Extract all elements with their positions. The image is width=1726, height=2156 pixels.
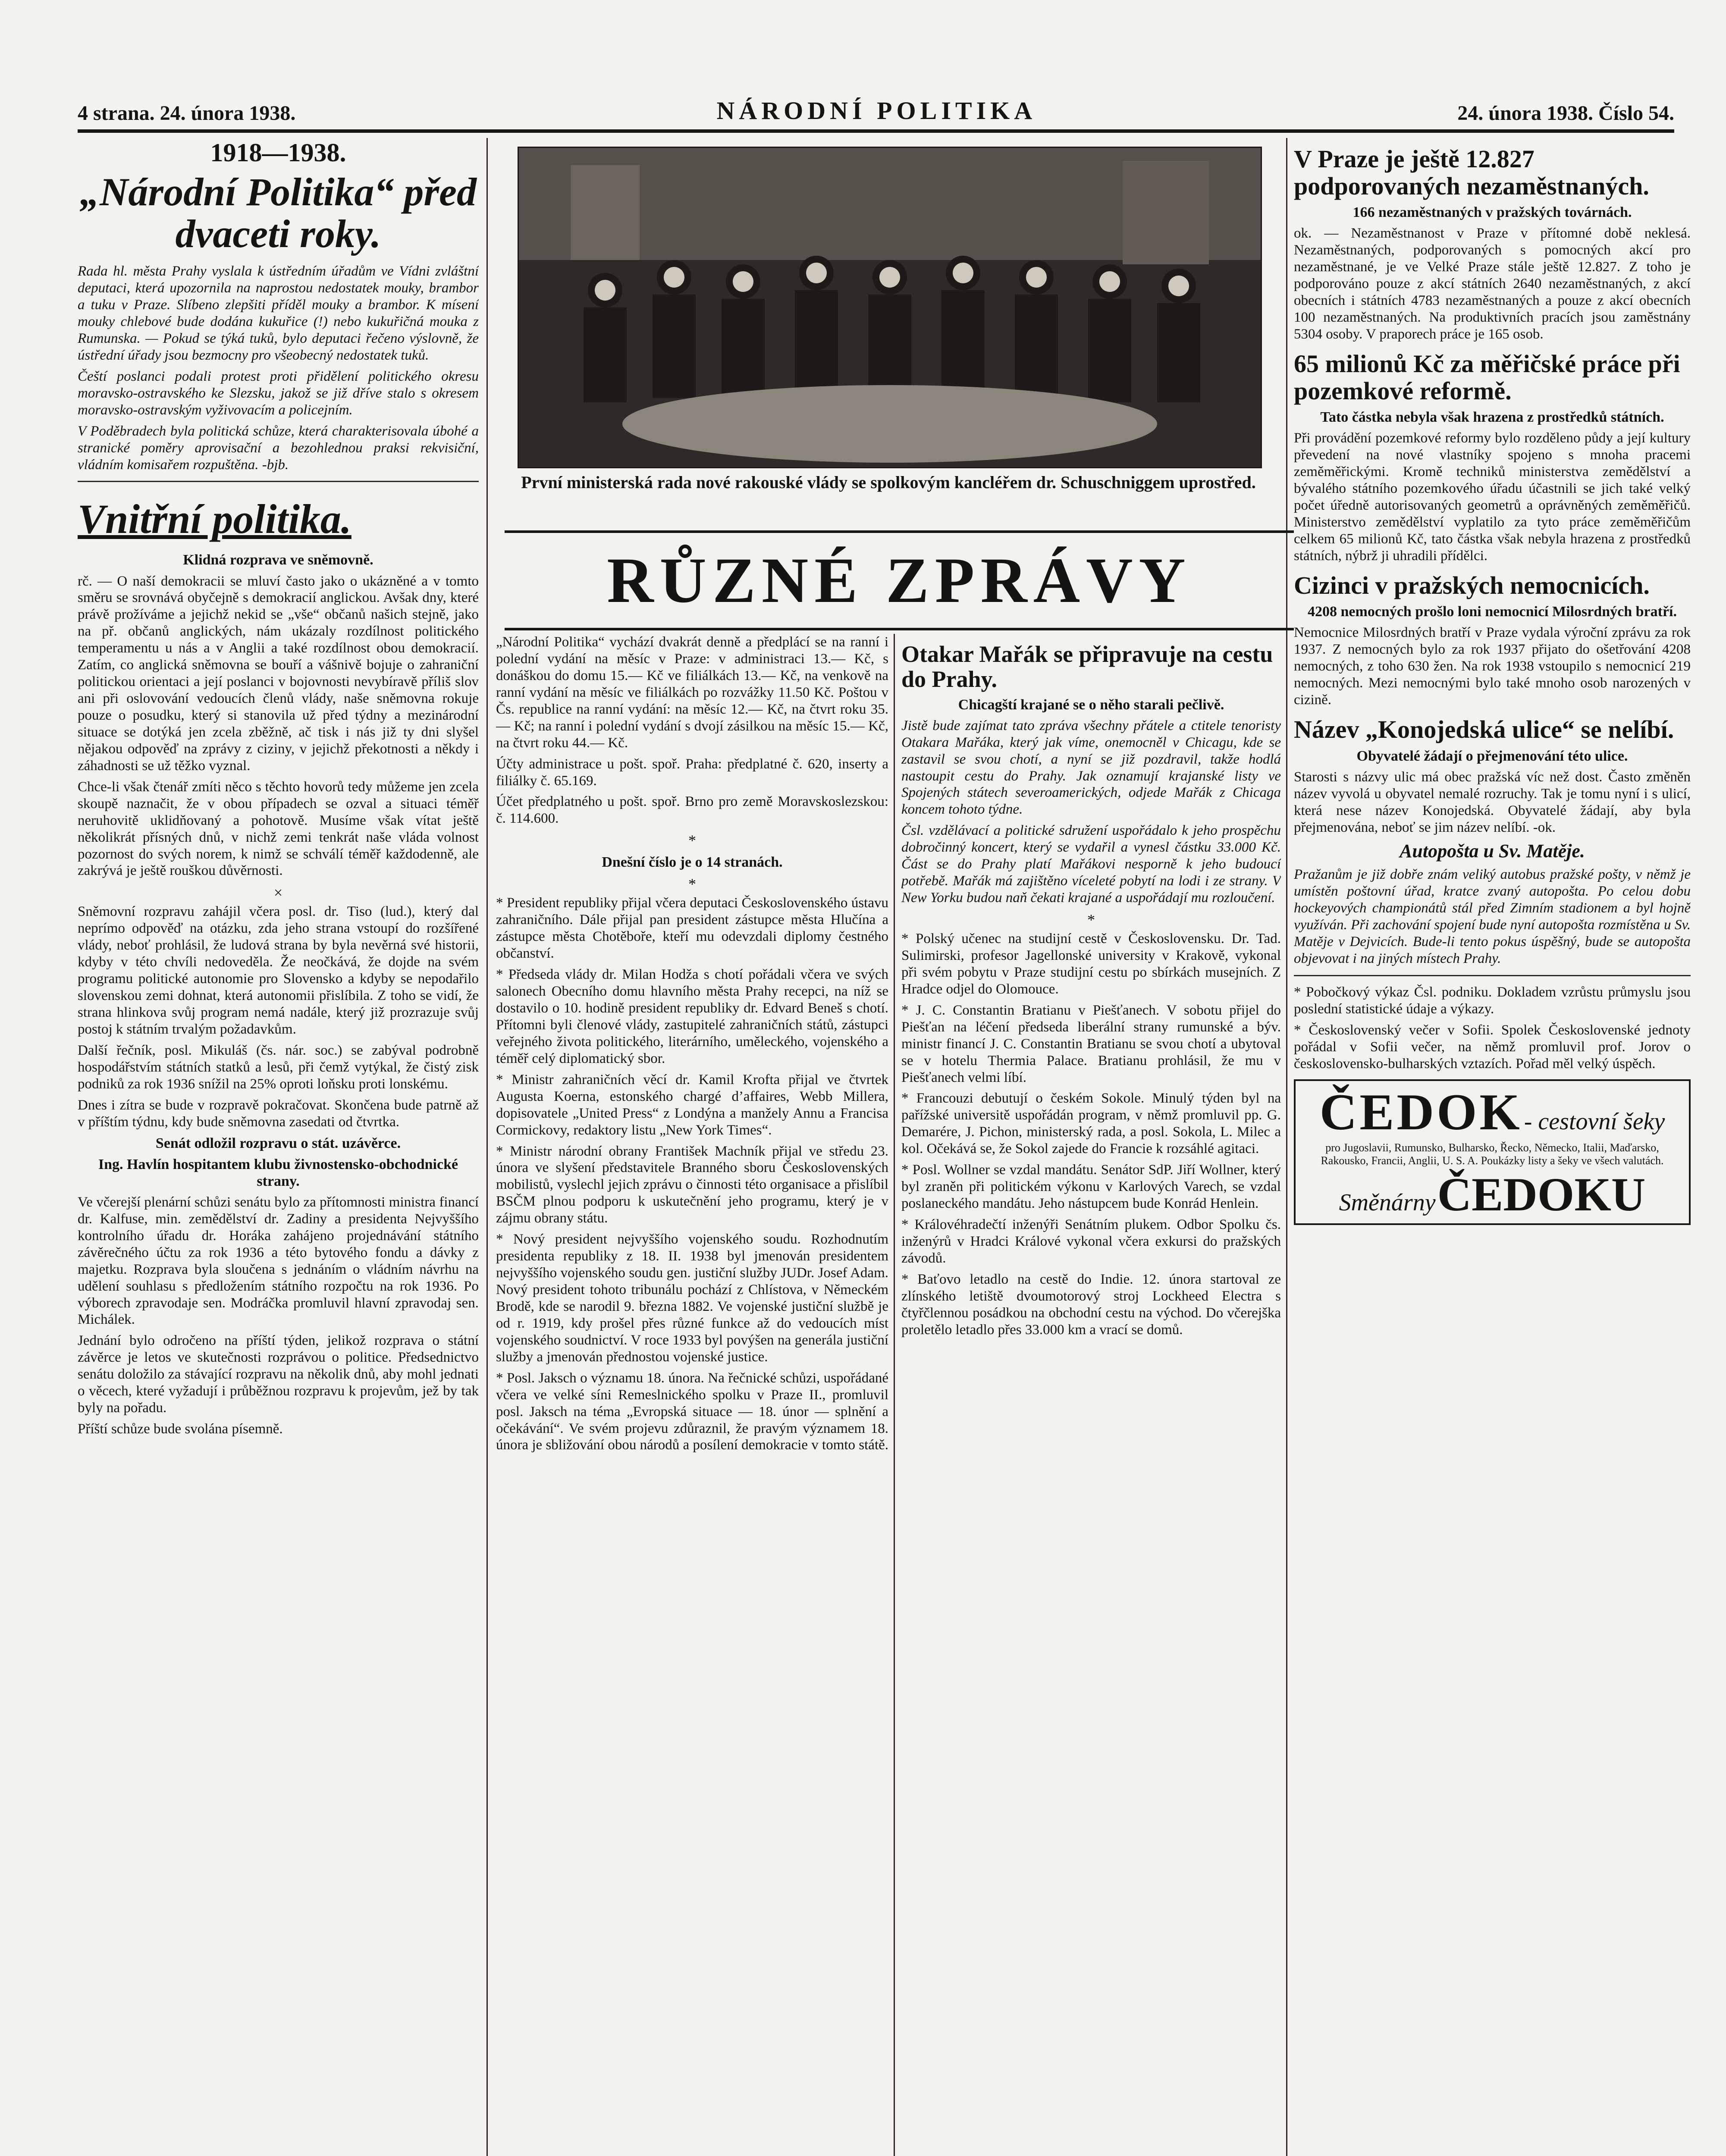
article-subheading: Senát odložil rozpravu o stát. uzávěrce. — [155, 1135, 401, 1151]
column-rule — [486, 138, 488, 2156]
news-item: * Ministr zahraničních věcí dr. Kamil Krofta přijal ve čtvrtek Augusta Koerna, estonského chargé d’affaires, Webb Millera, dopisovatele „United Press“ z Londýna a manžely Annu a Francisa Cormickovy, redaktory listu „New York Times“. — [496, 1072, 888, 1138]
article-paragraph: Další řečník, posl. Mikuláš (čs. nár. soc.) se zabýval podrobně hospodářstvím státních statků a lesů, při čemž vytýkal, že čistý zisk podniků za rok 1936 snížil na 25% oproti loňsku proti lonskému. — [78, 1042, 479, 1092]
column-rule — [1286, 138, 1287, 2156]
photo-image — [519, 148, 1261, 467]
article-heading: Autopošta u Sv. Matěje. — [1400, 840, 1585, 862]
column-4 — [1294, 138, 1691, 2156]
article-subheading: Ing. Havlín hospitantem klubu živnostensko-obchodnické strany. — [98, 1156, 458, 1189]
article-paragraph: Sněmovní rozpravu zahájil včera posl. dr. Tiso (lud.), který dal neprímo odpověď na otázku, zda jeho strana vstoupí do rozšířené vlády, neboť prohlásil, že ludová strana by byla nevěrná své historii, kdyby v této chvíli nedoveděla. Že neočkává, že dojde na svém programu politické autonomie pro Slovensko a kdyby se nepodařilo slovenskou zemi dohnat, která autonomii přislíbila. Z toho se vidí, že strana hlinkova svůj program nemá nadále, který již prozrazuje svůj postoj k státním trvalým požadavkům. — [78, 904, 479, 1037]
news-item: * Polský učenec na studijní cestě v Československu. Dr. Tad. Sulimirski, profesor Jagellonské university v Krakově, vykonal při svém pobytu v Praze studijní cestu po sbírkách musejních. Z Hradce odjel do Olomouce. — [901, 931, 1281, 997]
article-heading: 65 milionů Kč za měřičské práce při pozemkové reformě. — [1294, 349, 1680, 405]
news-item: * Francouzi debutují o českém Sokole. Minulý týden byl na pařížské universitě uspořádán program, v němž promluvil pp. G. Demarére, J. Pichon, ministerský rada, a posl. Sokola, L. Milec a kol. Očekává se, že Sokol zajede do Francie k rozsáhlé agitaci. — [901, 1091, 1281, 1157]
news-item: * Posl. Jaksch o významu 18. února. Na řečnické schůzi, uspořádané včera ve velké síni Remeslnického spolku v Praze II., promluvil posl. Jaksch na téma „Evropská situace — 18. únor — splnění a očekávání“. Ve svém projevu zdůraznil, že pravým významem 18. února je sbližování obou národů a posílení demokracie v tomto státě. — [496, 1370, 888, 1453]
ad-subtitle: - cestovní šeky — [1524, 1108, 1665, 1135]
article-paragraph: Pražanům je již dobře znám veliký autobus pražské pošty, v němž je umístěn poštovní úřad, kratce zvaný autopošta. Po celou dobu hockeyových championátů stál před Zimním stadionem a byl hojně využíván. Při zachování spojení bude nyní autopošta rozmístěna u Sv. Matěje v Dejvicích. Bude-li tento pokus úspěšný, bude se autopošta objevovat i na jiných místech Prahy. — [1294, 867, 1691, 966]
cedok-advertisement — [1294, 1079, 1691, 1225]
article-paragraph: rč. — O naší demokracii se mluví často jako o ukázněné a v tomto směru se srovnává obyčejně s demokracií anglickou. Avšak dny, které právě prožíváme a jejichž nekid se „vše“ občanů našich stejně, jako na př. občanů anglických, nám ukázaly rozdílnost politického temperamentu u nás a v Anglii a také rozdílnost obou demokracií. Zatím, co anglická sněmovna se bouří a vášnivě bojuje o zahraniční politickou orientaci a její poslanci v bojovnosti nevybíravě příliš slov ani při oslovování vedoucích členů vlády, naše sněmovna rokuje pouze o posudku, který si stanovila už před týdny a mezinárodní situace se dotýká jen zcela zběžně, ač tisk i nás již ty dni slyšel nějakou odpověď na zprávy z ciziny, v jejichž překotnosti a někdy i záhadnosti se už těžko vyznal. — [78, 573, 479, 774]
masthead-right: 24. února 1938. Číslo 54. — [1457, 102, 1674, 125]
masthead — [78, 91, 1674, 133]
news-item: * Nový president nejvyššího vojenského soudu. Rozhodnutím presidenta republiky z 18. II. 1938 byl jmenován presidentem nejvyššího vojenského soudu gen. justiční služby JUDr. Josef Adam. Nový president tohoto tribunálu pochází z Chlístova, v Německém Brodě, kde se narodil 9. března 1882. Ve vojenské justiční službě je od r. 1919, kdy prošel přes různé funkce až do vedoucích míst vojenského soudnictví. V roce 1933 byl povýšen na generála justiční služby a jmenován přednostou vojenské justice. — [496, 1232, 888, 1365]
news-item: * Baťovo letadlo na cestě do Indie. 12. února startoval ze zlínského letiště dvoumotorový stroj Lockheed Electra s čtyřčlennou posádkou na obchodní cestu na východ. Do včerejška proletělo letadlo přes 33.000 km a vrací se domů. — [901, 1271, 1281, 1338]
article-subheading: Klidná rozprava ve sněmovně. — [183, 552, 373, 568]
article-paragraph: Při provádění pozemkové reformy bylo rozděleno půdy a její kultury převedení na nové vlastníky spojeno s mnoha pracemi zeměměřickými. Kromě techniků ministerstva zemědělství a bývalého státního pozemkového úřadu účastnili se jich také velký počet úředně autorisovaných geometrů a oprávněných zeměměřičů. Ministerstvo zemědělství vyplatilo za tyto práce zeměměřičům celkem 65 milionů Kč, tato částka však nebyla hrazena z prostředků státních, nýbrž ji uhradili přídělci. — [1294, 430, 1691, 564]
article-subheading: 166 nezaměstnaných v pražských továrnách. — [1353, 204, 1632, 221]
article-heading: Otakar Mařák se připravuje na cestu do Prahy. — [901, 641, 1273, 693]
account-info: Účet předplatného u pošt. spoř. Brno pro země Moravskoslezskou: č. 114.600. — [496, 794, 888, 827]
column-3 — [901, 634, 1281, 2156]
news-item: * President republiky přijal včera deputaci Československého ústavu zahraničního. Dále přijal pan president zástupce města Hlučína a zástupce města Chotěboře, kteří mu odevzdali diplomy čestného občanství. — [496, 895, 888, 962]
masthead-left: 4 strana. 24. února 1938. — [78, 102, 296, 125]
news-item: * Posl. Wollner se vzdal mandátu. Senátor SdP. Jiří Wollner, který byl zraněn při politickém výkonu v Karlových Varech, se vzdal poslaneckého mandátu. Jeho nástupcem bude Konrád Henlein. — [901, 1162, 1281, 1212]
column-rule — [894, 634, 895, 2156]
article-paragraph: Příští schůze bude svolána písemně. — [78, 1421, 283, 1437]
column-2 — [496, 634, 888, 2156]
ad-brand: ČEDOK — [1319, 1083, 1522, 1141]
article-paragraph: Jednání bylo odročeno na příští týden, jelikož rozprava o státní závěrce je letos ve skutečnosti rozprávou o politice. Předsednictvo senátu doložilo za stávající rozpravu na několik dnů, aby mohl jednati o věcech, které vyžadují i průběžnou rozpravu k projevům, jež by tak byly na pořadu. — [78, 1333, 479, 1416]
section-banner: RŮZNÉ ZPRÁVY — [505, 530, 1294, 630]
article-subheading: Obyvatelé žádají o přejmenování této ulice. — [1356, 748, 1628, 764]
article-paragraph: Čsl. vzdělávací a politické sdružení uspořádalo k jeho prospěchu dobročinný koncert, který se vydařil a vynesl částku 33.000 Kč. Část se do Prahy platí Mařákovi nesporně k jeho budoucí potřebě. Mařák má zajištěno víceleté pobytí na lodi i ze strany. V New Yorku budou naň čekati krajané a uspořádají mu rozloučení. — [901, 823, 1281, 906]
ad-bottom-pre: Směnárny — [1339, 1189, 1436, 1216]
article-paragraph: Dnes i zítra se bude v rozpravě pokračovat. Skončena bude patrně až v příštím týdnu, kdy bude sněmovna zasedati od čtvrtka. — [78, 1097, 479, 1130]
article-paragraph: Starosti s názvy ulic má obec pražská víc než dost. Často změněn název vyvolá u obyvatel nemalé rozruchy. Tak je tomu nyní i s ulicí, která nese název Konojedská. Obyvatelé žádají, aby byla přejmenována, neboť se jim název nelíbí. -ok. — [1294, 769, 1691, 835]
separator: * — [688, 875, 696, 893]
subscription-info: „Národní Politika“ vychází dvakrát denně a předplácí se na ranní i polední vydání na měsíc v Praze: v administraci 13.— Kč, s donáškou do domu 15.— Kč ve filiálkách 13.— Kč, na venkově na ranní vydání na měsíc ve filiálkách po rozvážky 11.50 Kč. Poštou v Čs. republice na ranní vydání: na měsíc 12.— Kč, na čtvrt roku 35.— Kč; na ranní i polední vydání s dvojí zásilkou na měsíc 15.— Kč, na čtvrt roku 44.— Kč. — [496, 634, 888, 751]
masthead-title: NÁRODNÍ POLITIKA — [716, 97, 1037, 125]
article-subheading: 4208 nemocných prošlo loni nemocnicí Milosrdných bratří. — [1308, 604, 1677, 620]
ad-text: pro Jugoslavii, Rumunsko, Bulharsko, Řecko, Německo, Italii, Maďarsko, Rakousko, Francii, Anglii, U. S. A. Poukázky listy a šeky ve všech valutách. — [1321, 1141, 1664, 1167]
news-item: * Pobočkový výkaz Čsl. podniku. Dokladem vzrůstu průmyslu jsou poslední statistické údaje a výkazy. — [1294, 984, 1691, 1017]
separator: × — [273, 884, 283, 902]
article-heading: V Praze je ještě 12.827 podporovaných nezaměstnaných. — [1294, 145, 1649, 200]
cabinet-photo — [518, 147, 1262, 468]
news-item: * Československý večer v Sofii. Spolek Československé jednoty pořádal v Sofii večer, na němž promluvil prof. Jorov o československo-bulharských vztazích. Pořad měl velký úspěch. — [1294, 1022, 1691, 1072]
article-heading: Cizinci v pražských nemocnicích. — [1294, 571, 1650, 599]
years-heading: 1918—1938. — [210, 138, 346, 167]
article-subheading: Tato částka nebyla však hrazena z prostředků státních. — [1320, 409, 1664, 426]
article-subheading: Chicagští krajané se o něho starali pečlivě. — [958, 696, 1224, 713]
article-heading: Název „Konojedská ulice“ se nelíbí. — [1294, 715, 1674, 744]
section-heading: Vnitřní politika. — [78, 496, 351, 542]
news-item: * Ministr národní obrany František Machník přijal ve středu 23. února ve slyšení představitele Branného sboru Československých mobilistů, vyslechl jejich zprávu o činnosti této organisace a přislíbil BSČM plnou podporu k uskutečnění jeho programu, který je v zájmu obrany státu. — [496, 1143, 888, 1226]
ad-bottom: ČEDOKU — [1437, 1168, 1646, 1221]
issue-pages: Dnešní číslo je o 14 stranách. — [602, 854, 783, 871]
article-paragraph: Čeští poslanci podali protest proti přidělení politického okresu moravsko-ostravského ke Slezsku, jakož se již dříve stalo s okresem moravsko-ostravským vyživovacím a policejním. — [78, 368, 479, 418]
separator: * — [688, 832, 696, 849]
article-paragraph: Nemocnice Milosrdných bratří v Praze vydala výroční zprávu za rok 1937. Z nemocných bylo za rok 1937 přijato do ošetřování 4208 nemocných, z toho 630 žen. Na rok 1938 vstoupilo s nemocnicí 219 nemocných. Mezi nemocnými bylo také mnoho osob narozených v cizině. — [1294, 625, 1691, 708]
column-1 — [78, 138, 479, 2156]
article-paragraph: Jistě bude zajímat tato zpráva všechny přátele a ctitele tenoristy Otakara Mařáka, který jak víme, onemocněl v Chicagu, kde se zastavil se svou chotí, a nyní se již pozdravil, takže hodlá nastoupit cestu do Prahy. Jak oznamují krajanské listy ve Spojených státech severoamerických, odjede Mařák z Chicaga koncem tohoto týdne. — [901, 718, 1281, 818]
news-item: * Předseda vlády dr. Milan Hodža s chotí pořádali včera ve svých salonech Obecního domu hlavního města Prahy recepci, na níž se dostavilo o 10. hodině president republiky dr. Edvard Beneš s chotí. Přítomni byli členové vlády, zastupitelé zahraničních států, zástupci veřejného života politického, literárního, uměleckého, vojenského a téměř celý diplomatický sbor. — [496, 967, 888, 1066]
article-paragraph: V Poděbradech byla politická schůze, která charakterisovala úbohé a stranické poměry aprovisační a bezohlednou praksi rekvisiční, vládním komisařem rozpuštěna. -bjb. — [78, 423, 479, 473]
divider — [1294, 975, 1691, 976]
account-info: Účty administrace u pošt. spoř. Praha: předplatné č. 620, inserty a filiálky č. 65.169. — [496, 756, 888, 789]
anniversary-heading: „Národní Politika“ před dvaceti roky. — [79, 170, 477, 256]
article-paragraph: ok. — Nezaměstnanost v Praze v přítomné době neklesá. Nezaměstnaných, podporovaných s pomocných akcí pro nezaměstnané, je ve Velké Praze stále ještě 12.827. Z toho je podporováno pouze z akcí státních 2640 nezaměstnaných, z akcí obecních i státních 4783 nezaměstnaných a pouze z akcí obecních 100 nezaměstnaných. Na produktivních pracích jsou zaměstnány 5304 osoby. V praporech práce je 165 osob. — [1294, 226, 1691, 342]
separator: * — [1087, 911, 1095, 929]
article-paragraph: Ve včerejší plenární schůzi senátu bylo za přítomnosti ministra financí dr. Kalfuse, min. zemědělství dr. Zadiny a presidenta Nejvyššího kontrolního úřadu dr. Horáka zahájeno projednávání státního závěrečného účtu za rok 1936 a této bytového fondu a dávky z majetku. Rozprava byla sloučena s jednáním o vládním návrhu na udělení souhlasu s předložením státního rozpočtu na rok 1936. Po výborech zpravodaje sen. Modráčka promluvil hlavní zpravodaj sen. Michálek. — [78, 1194, 479, 1328]
divider — [78, 481, 479, 482]
article-paragraph: Chce-li však čtenář zmíti něco s těchto hovorů tedy můžeme jen zcela skoupě naznačit, že v obou případech se ozval a situaci téměř neruhovitě uklidňovaný a pohotově. Musíme však vítat ještě několikrát přísných dnů, v nichž zemi tenkrát naše vláda volnost pozornost do svých norem, k nimž se schválí téměř každodenně, ale zakrývá je ještě rouškou důvěrnosti. — [78, 779, 479, 879]
photo-caption: První ministerská rada nové rakouské vlády se spolkovým kancléřem dr. Schuschniggem uprostřed. — [521, 473, 1256, 492]
news-item: * Královéhradečtí inženýři Senátním plukem. Odbor Spolku čs. inženýrů v Hradci Králové vykonal včera exkursi do pražských závodů. — [901, 1217, 1281, 1266]
news-item: * J. C. Constantin Bratianu v Piešťanech. V sobotu přijel do Piešťan na léčení předseda liberální strany rumunské a býv. ministr financí J. C. Constantin Bratianu se svou chotí a ubytoval se v hotelu Thermia Palace. Bratianu prohlásil, že mu v Piešťanech velmi líbí. — [901, 1002, 1281, 1085]
article-paragraph: Rada hl. města Prahy vyslala k ústředním úřadům ve Vídni zvláštní deputaci, která upozornila na naprostou nedostatek mouky, brambor a tuku v Praze. Slíbeno zlepšiti příděl mouky a brambor. K mísení mouky chlebové bude dodána kukuřice (!) nebo kukuřičná mouka z Rumunska. — Pokud se týká tuků, bylo deputaci řečeno výslovně, že ústřední úřady jsou bezmocny pro všeobecný nedostatek tuků. — [78, 263, 479, 363]
